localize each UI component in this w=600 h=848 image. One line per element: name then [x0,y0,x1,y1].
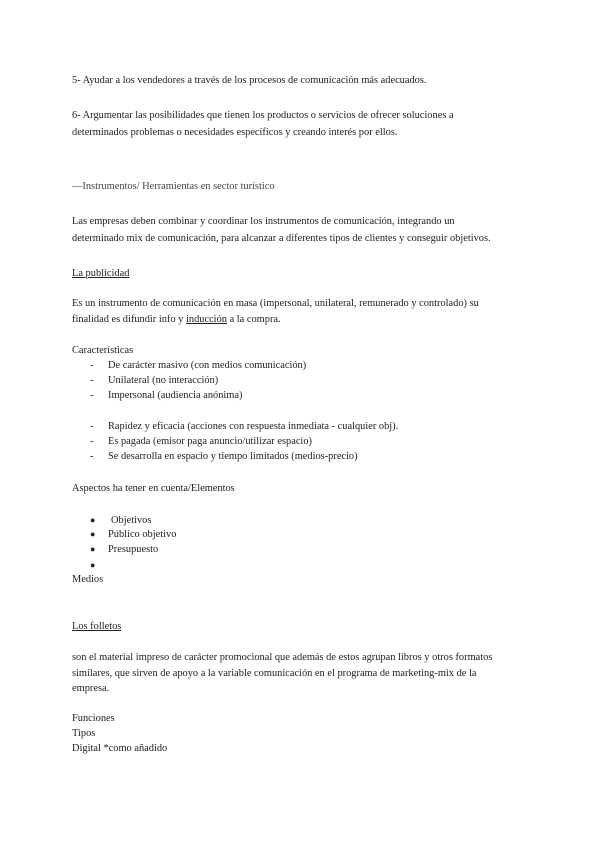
list-item-text: Presupuesto [108,544,159,555]
list-item-text: Público objetivo [108,529,177,540]
folletos-item-tipos: Tipos [72,728,96,739]
section-heading: —Instrumentos/ Herramientas en sector turístico [72,181,275,192]
intro-line-2: determinado mix de comunicación, para alcanzar a diferentes tipos de clientes y conseguir objetivos. [72,233,491,244]
point-5: 5- Ayudar a los vendedores a través de los procesos de comunicación más adecuados. [72,75,427,86]
list-item-text: Rapidez y eficacia (acciones con respuesta inmediata - cualquier obj). [108,421,399,432]
bullet-marker: ● [90,515,96,525]
bullet-marker: ● [90,529,96,539]
publicidad-line-2-pre: finalidad es difundir info y [72,314,186,325]
list-item-text: Es pagada (emisor paga anuncio/utilizar espacio) [108,436,312,447]
publicidad-heading: La publicidad [72,268,130,279]
list-item [90,389,242,403]
folletos-item-funciones: Funciones [72,713,115,724]
list-item [90,558,108,573]
list-item [90,435,312,449]
folletos-heading: Los folletos [72,621,122,632]
dash-marker: - [90,421,94,432]
medios-text: Medios [72,574,104,585]
publicidad-line-1: Es un instrumento de comunicación en masa (impersonal, unilateral, remunerado y controlado) su [72,298,479,309]
list-item-text: Impersonal (audiencia anónima) [108,390,243,401]
list-item [90,374,218,388]
aspects-label: Aspectos ha tener en cuenta/Elementos [72,483,235,494]
folletos-line-2: similares, que sirven de apoyo a la variable comunicación en el programa de marketing-mix de la [72,668,477,679]
dash-marker: - [90,390,94,401]
folletos-line-3: empresa. [72,683,110,694]
dash-marker: - [90,360,94,371]
list-item [90,359,306,373]
list-item-text: Unilateral (no interacción) [108,375,219,386]
list-item-text: Se desarrolla en espacio y tiempo limitados (medios-precio) [108,451,358,462]
dash-marker: - [90,375,94,386]
point-6-line-1: 6- Argumentar las posibilidades que tienen los productos o servicios de ofrecer soluciones a [72,110,454,121]
dash-marker: - [90,436,94,447]
features-label: Características [72,345,134,356]
dash-marker: - [90,451,94,462]
bullet-marker: ● [90,544,96,554]
list-item-text: Objetivos [111,515,152,526]
folletos-item-digital: Digital *como añadido [72,743,168,754]
induccion-link: inducción [185,314,227,325]
folletos-line-1: son el material impreso de carácter promocional que además de estos agrupan libros y otros formatos [72,652,493,663]
publicidad-line-2 [72,313,281,327]
list-item [90,450,358,464]
list-item-text: De carácter masivo (con medios comunicación) [108,360,307,371]
bullet-marker: ● [90,560,96,570]
list-item [90,420,398,434]
list-item [90,513,151,528]
point-6-line-2: determinados problemas o necesidades específicos y creando interés por ellos. [72,127,398,138]
intro-line-1: Las empresas deben combinar y coordinar los instrumentos de comunicación, integrando un [72,216,455,227]
publicidad-line-2-post: a la compra. [226,314,281,325]
list-item [90,542,158,557]
list-item [90,527,176,542]
